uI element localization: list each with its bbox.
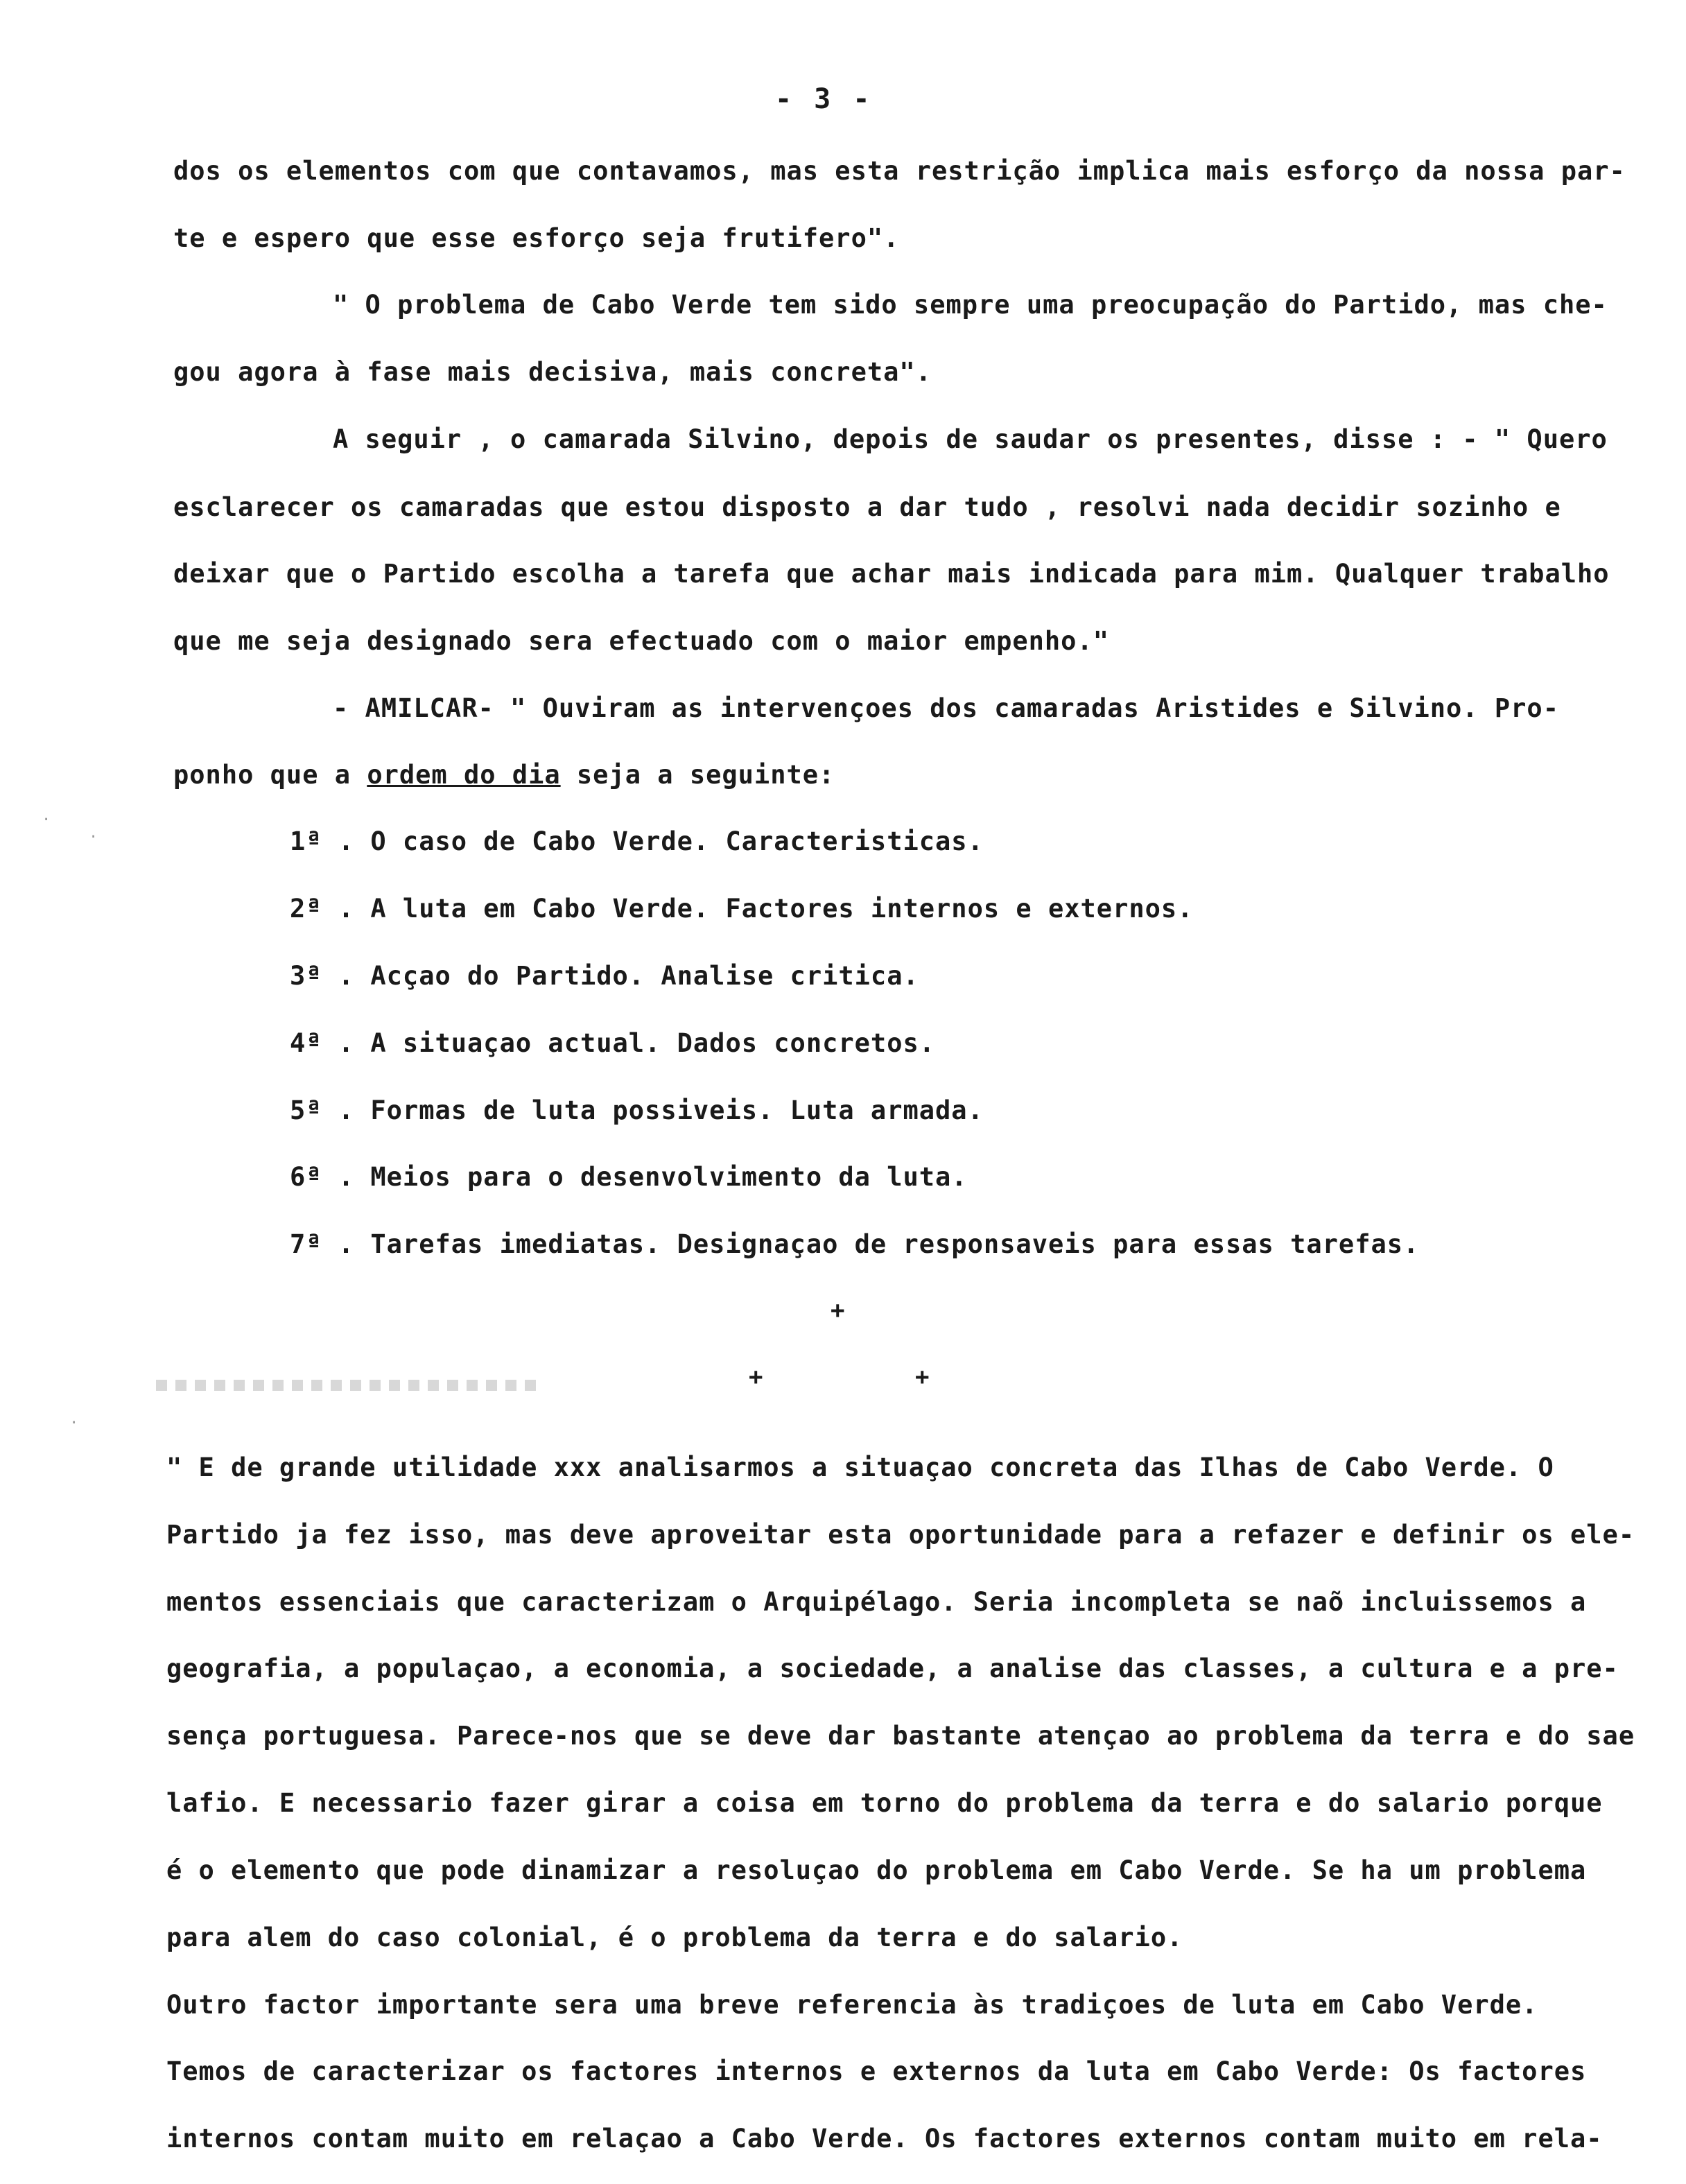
text-line xyxy=(173,760,835,790)
agenda-item: 2ª . A luta em Cabo Verde. Factores internos e externos. xyxy=(290,894,1194,924)
text-line: " O problema de Cabo Verde tem sido sempre uma preocupação do Partido, mas che- xyxy=(333,290,1608,320)
separator-plus: + xyxy=(749,1363,763,1391)
agenda-item: 5ª . Formas de luta possiveis. Luta armada. xyxy=(290,1095,984,1125)
text-line: é o elemento que pode dinamizar a resoluçao do problema em Cabo Verde. Se ha um problema xyxy=(166,1855,1587,1885)
text-line: lafio. E necessario fazer girar a coisa em torno do problema da terra e do salario porque xyxy=(166,1788,1603,1818)
text-line: para alem do caso colonial, é o problema da terra e do salario. xyxy=(166,1923,1183,1952)
agenda-item: 4ª . A situaçao actual. Dados concretos. xyxy=(290,1028,936,1058)
text-line: sença portuguesa. Parece-nos que se deve dar bastante atençao ao problema da terra e do sae xyxy=(166,1721,1635,1751)
scan-speck: · xyxy=(69,1414,79,1432)
agenda-item: 7ª . Tarefas imediatas. Designaçao de responsaveis para essas tarefas. xyxy=(290,1229,1420,1259)
agenda-item: 3ª . Acçao do Partido. Analise critica. xyxy=(290,961,919,991)
text-line: te e espero que esse esforço seja frutifero". xyxy=(173,223,900,253)
text-line: geografia, a populaçao, a economia, a sociedade, a analise das classes, a cultura e a pre- xyxy=(166,1654,1619,1683)
agenda-item: 1ª . O caso de Cabo Verde. Caracteristicas. xyxy=(290,826,984,856)
agenda-item: 6ª . Meios para o desenvolvimento da luta. xyxy=(290,1162,968,1192)
separator-plus: + xyxy=(915,1363,930,1391)
ordem-do-dia-underlined: ordem do dia xyxy=(367,760,561,790)
scan-speck: · xyxy=(89,829,98,846)
text-line: esclarecer os camaradas que estou disposto a dar tudo , resolvi nada decidir sozinho e xyxy=(173,492,1561,522)
separator-plus: + xyxy=(831,1297,845,1324)
text-fragment: ponho que a xyxy=(173,760,367,790)
scan-speck: · xyxy=(42,811,51,829)
text-line: Outro factor importante sera uma breve referencia às tradiçoes de luta em Cabo Verde. xyxy=(166,1990,1538,2020)
text-line: deixar que o Partido escolha a tarefa que achar mais indicada para mim. Qualquer trabalho xyxy=(173,559,1610,589)
text-line: que me seja designado sera efectuado com o maior empenho." xyxy=(173,626,1110,656)
text-fragment: seja a seguinte: xyxy=(560,760,835,790)
page-number: - 3 - xyxy=(775,83,873,115)
text-line: Temos de caracterizar os factores internos e externos da luta em Cabo Verde: Os factores xyxy=(166,2056,1587,2086)
text-line: Partido ja fez isso, mas deve aproveitar esta oportunidade para a refazer e definir os ele- xyxy=(166,1520,1635,1550)
text-line: internos contam muito em relaçao a Cabo Verde. Os factores externos contam muito em rela- xyxy=(166,2124,1603,2153)
faded-strikethrough-heading xyxy=(156,1380,544,1391)
text-line: mentos essenciais que caracterizam o Arquipélago. Seria incompleta se naõ incluissemos a xyxy=(166,1587,1587,1617)
text-line: gou agora à fase mais decisiva, mais concreta". xyxy=(173,357,932,387)
text-line: dos os elementos com que contavamos, mas esta restrição implica mais esforço da nossa par- xyxy=(173,156,1626,186)
text-line: - AMILCAR- " Ouviram as intervençoes dos camaradas Aristides e Silvino. Pro- xyxy=(333,693,1559,723)
text-line: " E de grande utilidade xxx analisarmos a situaçao concreta das Ilhas de Cabo Verde. O xyxy=(166,1453,1554,1482)
text-line: A seguir , o camarada Silvino, depois de saudar os presentes, disse : - " Quero xyxy=(333,424,1608,454)
